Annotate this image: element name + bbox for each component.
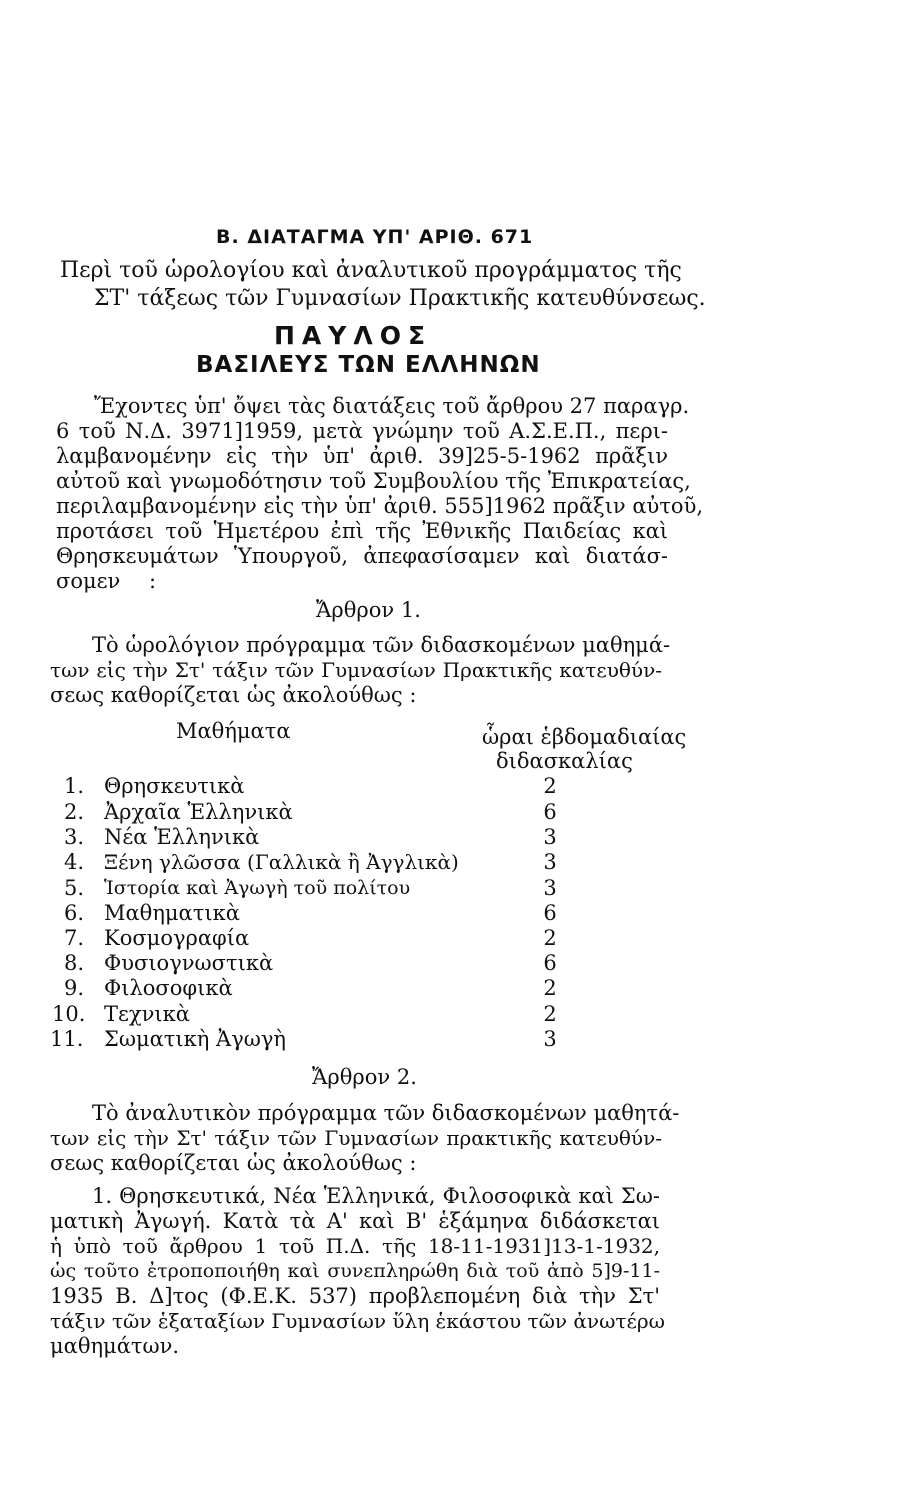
row-number: 11. xyxy=(50,1027,84,1051)
row-number: 6. xyxy=(64,901,85,925)
table-header-hours-2: διδασκαλίας xyxy=(496,749,633,773)
row-subject: Τεχνικὰ xyxy=(104,1002,190,1026)
item-1-line-2: ματικὴ Ἀγωγή. Κατὰ τὰ Α' καὶ Β' ἑξάμηνα διδάσκεται xyxy=(50,1209,660,1233)
row-subject: Φιλοσοφικὰ xyxy=(104,976,233,1000)
table-row xyxy=(0,1026,915,1052)
row-number: 8. xyxy=(64,951,85,975)
row-number: 2. xyxy=(64,800,85,824)
row-subject: Θρησκευτικὰ xyxy=(104,774,245,798)
row-number: 4. xyxy=(64,850,85,874)
row-hours: 2 xyxy=(543,774,557,798)
table-row xyxy=(0,1001,915,1027)
decree-heading: Β. ΔΙΑΤΑΓΜΑ ΥΠ' ΑΡΙΘ. 671 xyxy=(216,226,534,248)
preamble-line-8: σομεν : xyxy=(56,569,157,593)
table-row xyxy=(0,849,915,875)
row-subject: Σωματικὴ Ἀγωγὴ xyxy=(104,1027,287,1051)
table-row xyxy=(0,925,915,951)
subject-line-2: ΣΤ' τάξεως τῶν Γυμνασίων Πρακτικῆς κατευθύνσεως. xyxy=(94,286,706,311)
row-subject: Ἀρχαῖα Ἑλληνικὰ xyxy=(104,800,293,824)
row-hours: 2 xyxy=(543,926,557,950)
row-hours: 3 xyxy=(543,850,557,874)
article-1-line-3: σεως καθορίζεται ὡς ἀκολούθως : xyxy=(50,683,417,707)
row-hours: 3 xyxy=(543,1027,557,1051)
preamble-line-1: Ἔχοντες ὑπ' ὄψει τὰς διατάξεις τοῦ ἄρθρου 27 παραγρ. xyxy=(94,394,690,418)
row-subject: Κοσμογραφία xyxy=(104,926,250,950)
item-1-line-6: τάξιν τῶν ἑξαταξίων Γυμνασίων ὕλη ἑκάστου τῶν ἀνωτέρω xyxy=(50,1309,665,1333)
row-hours: 6 xyxy=(543,901,557,925)
item-1-line-7: μαθημάτων. xyxy=(50,1334,180,1358)
item-1-line-5: 1935 Β. Δ]τος (Φ.Ε.Κ. 537) προβλεπομένη διὰ τὴν Στ' xyxy=(50,1284,660,1308)
article-2-line-1: Τὸ ἀναλυτικὸν πρόγραμμα τῶν διδασκομένων μαθητά- xyxy=(92,1101,680,1125)
row-subject: Νέα Ἑλληνικὰ xyxy=(104,825,260,849)
article-2-line-3: σεως καθορίζεται ὡς ἀκολούθως : xyxy=(50,1151,417,1175)
article-1-line-2: των εἰς τὴν Στ' τάξιν τῶν Γυμνασίων Πρακτικῆς κατευθύν- xyxy=(50,658,662,682)
item-1-line-1: 1. Θρησκευτικά, Νέα Ἑλληνικά, Φιλοσοφικὰ καὶ Σω- xyxy=(92,1184,660,1208)
row-hours: 2 xyxy=(543,976,557,1000)
table-header-hours-1: ὧραι ἑβδομαδιαίας xyxy=(482,725,687,749)
table-header-subjects: Μαθήματα xyxy=(176,719,291,743)
table-row xyxy=(0,900,915,926)
row-subject: Μαθηματικὰ xyxy=(104,901,240,925)
row-hours: 2 xyxy=(543,1002,557,1026)
row-hours: 3 xyxy=(543,825,557,849)
row-hours: 6 xyxy=(543,951,557,975)
article-2-title: Ἄρθρον 2. xyxy=(312,1065,417,1089)
king-name: ΠΑΥΛΟΣ xyxy=(274,321,433,350)
row-number: 3. xyxy=(64,825,85,849)
preamble-line-4: αὐτοῦ καὶ γνωμοδότησιν τοῦ Συμβουλίου τῆς Ἐπικρατείας, xyxy=(56,469,691,493)
article-1-title: Ἄρθρον 1. xyxy=(316,598,421,622)
table-row xyxy=(0,950,915,976)
row-hours: 3 xyxy=(543,876,557,900)
subject-line-1: Περὶ τοῦ ὡρολογίου καὶ ἀναλυτικοῦ προγράμματος τῆς xyxy=(60,258,682,283)
row-subject: Ἱστορία καὶ Ἀγωγὴ τοῦ πολίτου xyxy=(104,877,411,899)
item-1-line-3: ἡ ὑπὸ τοῦ ἄρθρου 1 τοῦ Π.Δ. τῆς 18-11-1931]13-1-1932, xyxy=(50,1234,660,1258)
row-number: 9. xyxy=(64,976,85,1000)
table-row xyxy=(0,875,915,901)
article-1-line-1: Τὸ ὡρολόγιον πρόγραμμα τῶν διδασκομένων μαθημά- xyxy=(92,633,671,657)
table-row xyxy=(0,824,915,850)
row-number: 1. xyxy=(64,774,85,798)
item-1-line-4: ὡς τοῦτο ἐτροποποιήθη καὶ συνεπληρώθη διὰ τοῦ ἀπὸ 5]9-11- xyxy=(50,1260,660,1282)
row-subject: Φυσιογνωστικὰ xyxy=(104,951,274,975)
table-row xyxy=(0,773,915,799)
king-title: ΒΑΣΙΛΕΥΣ ΤΩΝ ΕΛΛΗΝΩΝ xyxy=(196,352,541,378)
preamble-line-3: λαμβανομένην εἰς τὴν ὑπ' ἀριθ. 39]25-5-1962 πρᾶξιν xyxy=(56,444,668,468)
row-number: 7. xyxy=(64,926,85,950)
table-row xyxy=(0,975,915,1001)
preamble-line-5: περιλαμβανομένην εἰς τὴν ὑπ' ἀριθ. 555]1962 πρᾶξιν αὐτοῦ, xyxy=(56,494,704,518)
row-number: 10. xyxy=(52,1002,86,1026)
preamble-line-7: Θρησκευμάτων Ὑπουργοῦ, ἀπεφασίσαμεν καὶ διατάσ- xyxy=(56,544,668,568)
row-subject: Ξένη γλῶσσα (Γαλλικὰ ἢ Ἀγγλικὰ) xyxy=(104,850,459,874)
row-hours: 6 xyxy=(543,800,557,824)
row-number: 5. xyxy=(64,876,85,900)
preamble-line-2: 6 τοῦ Ν.Δ. 3971]1959, μετὰ γνώμην τοῦ Α.Σ.Ε.Π., περι- xyxy=(56,419,668,443)
preamble-line-6: προτάσει τοῦ Ἡμετέρου ἐπὶ τῆς Ἐθνικῆς Παιδείας καὶ xyxy=(56,519,668,543)
article-2-line-2: των εἰς τὴν Στ' τάξιν τῶν Γυμνασίων πρακτικῆς κατευθύν- xyxy=(50,1126,662,1150)
table-row xyxy=(0,799,915,825)
